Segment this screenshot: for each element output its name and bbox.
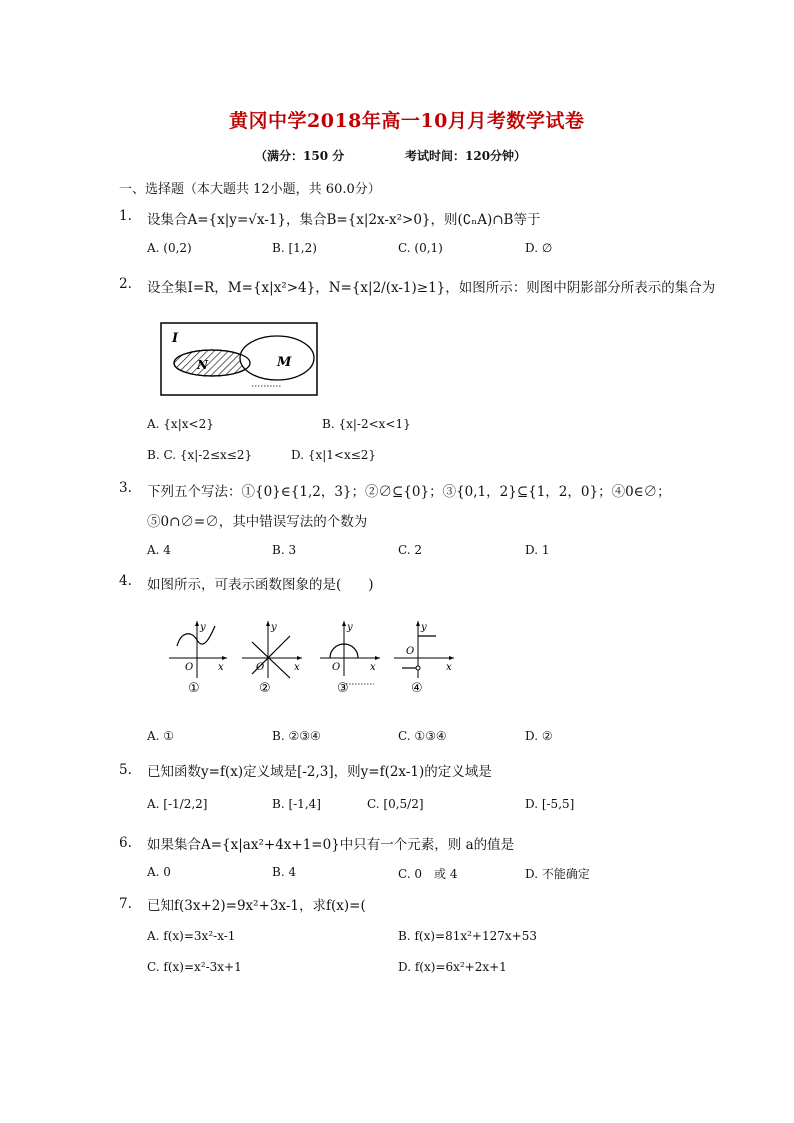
option-b: B. ②③④ (272, 729, 321, 743)
option-c: C. [0,5/2] (367, 797, 424, 811)
graph-3 (318, 618, 382, 696)
option-c: B. C. {x|-2≤x≤2} (147, 448, 253, 462)
question-number: 5. (119, 762, 132, 778)
label-n: N (197, 358, 208, 372)
question-text: 已知函数y=f(x)定义域是[-2,3]，则y=f(2x-1)的定义域是 (147, 764, 492, 780)
section-heading: 一、选择题（本大题共 12小题，共 60.0分） (119, 182, 381, 197)
question-text: 下列五个写法：①{0}∈{1,2，3}；②∅⊆{0}；③{0,1，2}⊆{1，2，0}；④0∈∅； (147, 484, 671, 500)
question-number: 4. (119, 573, 132, 589)
option-c: C. f(x)=x²-3x+1 (147, 960, 242, 974)
option-d: D. [-5,5] (525, 797, 575, 811)
option-a: A. ① (147, 729, 175, 743)
option-b: B. [-1,4] (272, 797, 321, 811)
svg-text:y: y (421, 622, 427, 633)
svg-text:x: x (370, 662, 376, 673)
svg-text:x: x (294, 662, 300, 673)
option-a: A. [-1/2,2] (147, 797, 208, 811)
option-a: A. f(x)=3x²-x-1 (147, 929, 236, 943)
question-number: 2. (119, 276, 132, 292)
question-text: 如图所示，可表示函数图象的是( ) (147, 577, 374, 593)
question-text-line2: ⑤0∩∅=∅，其中错误写法的个数为 (147, 514, 368, 530)
svg-text:y: y (271, 622, 277, 633)
option-b: B. 3 (272, 543, 297, 557)
time-info: 考试时间：120分钟） (405, 149, 527, 163)
page-title: 黄冈中学2018年高一10月月考数学试卷 (229, 110, 585, 132)
question-text: 如果集合A={x|ax²+4x+1=0}中只有一个元素，则 a的值是 (147, 837, 515, 853)
svg-text:O: O (185, 662, 194, 673)
option-a: A. 0 (147, 865, 171, 879)
option-d: D. 1 (525, 543, 550, 557)
question-text: 已知f(3x+2)=9x²+3x-1，求f(x)=( (147, 898, 366, 914)
option-d: D. ∅ (525, 241, 553, 255)
label-m: M (277, 355, 292, 370)
svg-text:x: x (446, 662, 452, 673)
svg-text:O: O (406, 646, 415, 657)
question-number: 7. (119, 896, 132, 912)
option-a: A. {x|x<2} (147, 417, 214, 431)
option-c: C. 0 或 4 (398, 867, 458, 881)
svg-text:x: x (218, 662, 224, 673)
graph-2 (240, 618, 306, 696)
label-i: I (172, 331, 179, 346)
option-b: B. {x|-2<x<1} (322, 417, 411, 431)
option-c: C. ①③④ (398, 729, 447, 743)
graph-label: ③ (337, 681, 349, 696)
option-b: B. [1,2) (272, 241, 317, 255)
option-d: D. {x|1<x≤2} (291, 448, 377, 462)
question-number: 1. (119, 208, 132, 224)
svg-text:y: y (347, 622, 353, 633)
graph-label: ② (259, 681, 271, 696)
question-number: 6. (119, 835, 132, 851)
question-number: 3. (119, 480, 132, 496)
svg-text:y: y (200, 622, 206, 633)
svg-text:O: O (256, 662, 265, 673)
venn-diagram (160, 320, 320, 400)
svg-text:O: O (332, 662, 341, 673)
graph-label: ④ (411, 681, 423, 696)
option-c: C. 2 (398, 543, 423, 557)
option-b: B. f(x)=81x²+127x+53 (398, 929, 537, 943)
question-text: 设集合A={x|y=√x-1}，集合B={x|2x-x²>0}，则(∁ₙA)∩B等于 (147, 212, 541, 228)
option-d: D. ② (525, 729, 553, 743)
option-d: D. f(x)=6x²+2x+1 (398, 960, 507, 974)
option-d: D. 不能确定 (525, 867, 590, 881)
question-text: 设全集I=R，M={x|x²>4}，N={x|2/(x-1)≥1}，如图所示：则图中阴影部分所表示的集合为 (147, 280, 716, 296)
option-c: C. (0,1) (398, 241, 443, 255)
option-b: B. 4 (272, 865, 297, 879)
graph-label: ① (188, 681, 200, 696)
graph-1 (167, 618, 229, 696)
option-a: A. 4 (147, 543, 171, 557)
score-info: （满分：150 分 (255, 149, 345, 163)
option-a: A. (0,2) (147, 241, 192, 255)
graph-4 (392, 618, 458, 696)
